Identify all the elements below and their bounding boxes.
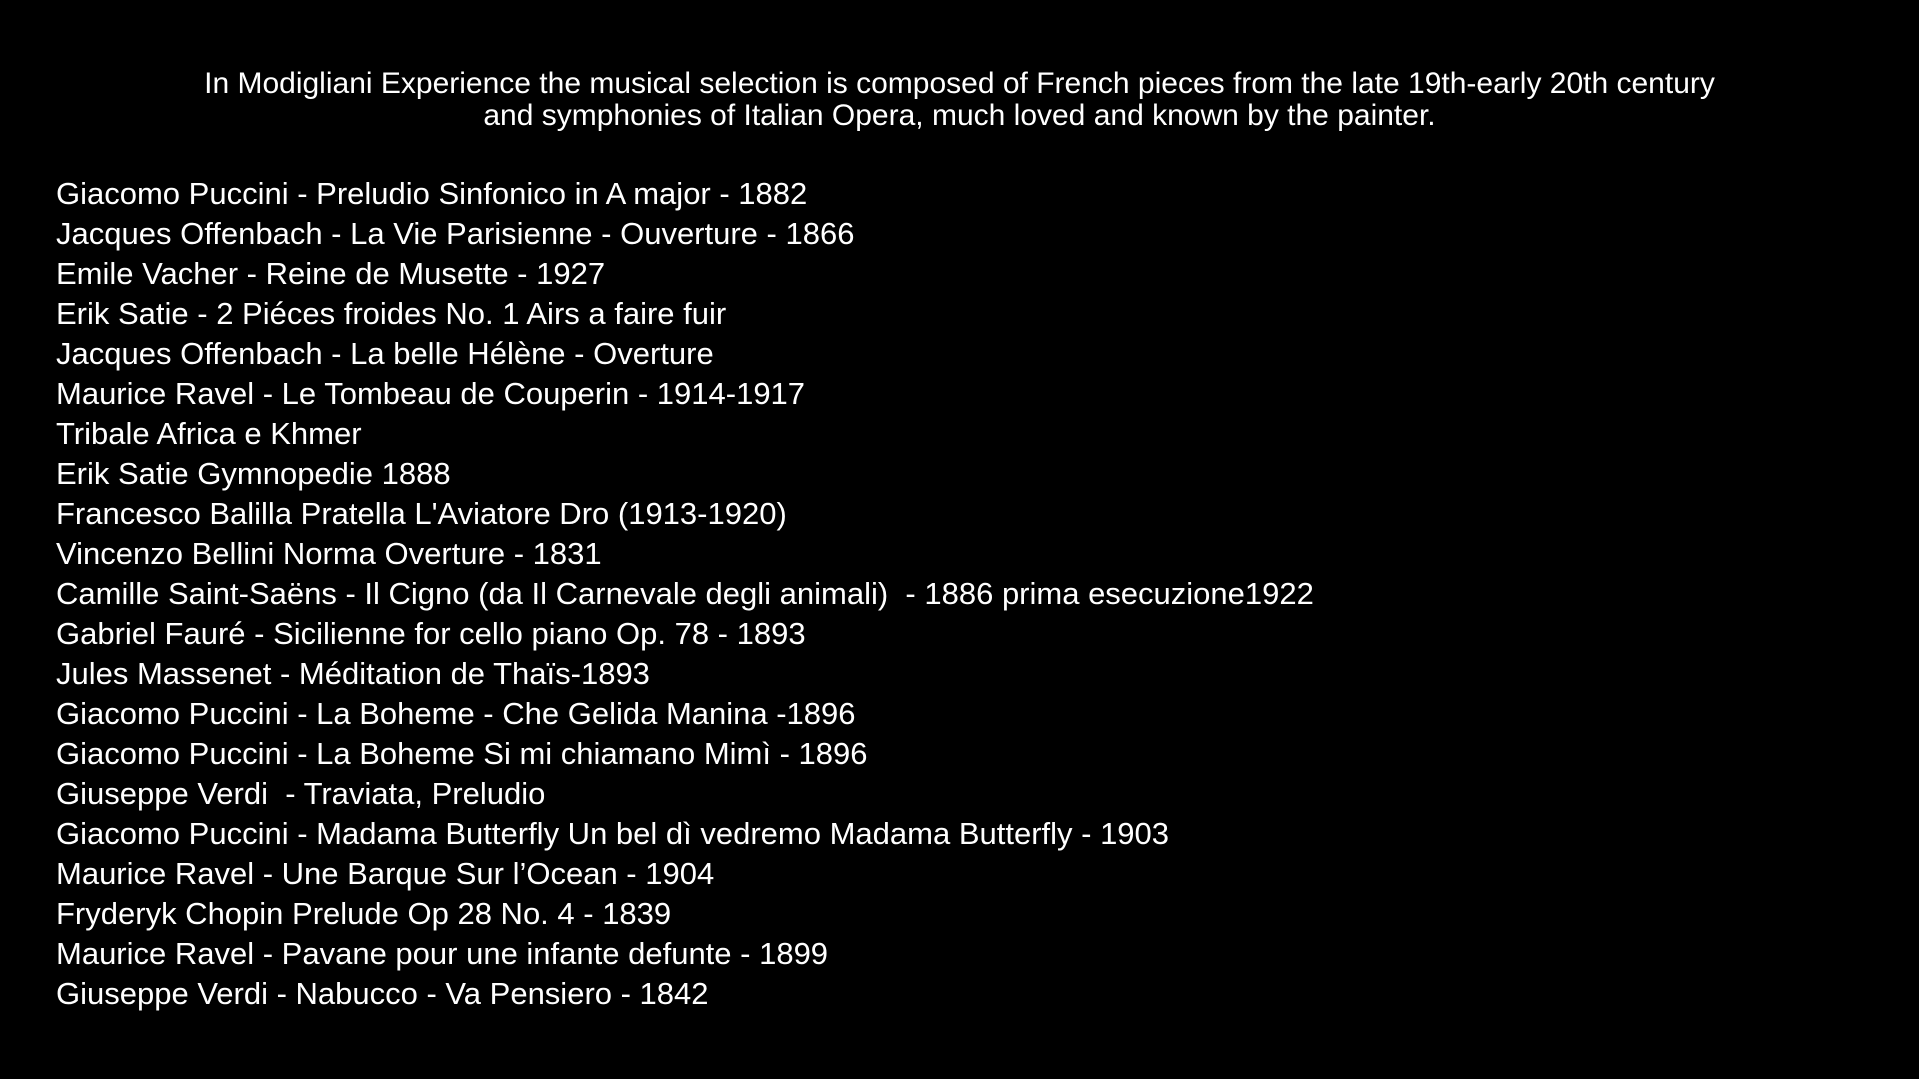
track-item: Giacomo Puccini - Preludio Sinfonico in A major - 1882 xyxy=(56,176,808,211)
track-item: Jacques Offenbach - La belle Hélène - Overture xyxy=(56,336,714,371)
track-item: Francesco Balilla Pratella L'Aviatore Dro (1913-1920) xyxy=(56,496,787,531)
track-item: Giacomo Puccini - La Boheme - Che Gelida Manina -1896 xyxy=(56,696,856,731)
track-item: Camille Saint-Saëns - Il Cigno (da Il Carnevale degli animali) - 1886 prima esecuzione1922 xyxy=(56,576,1314,611)
track-item: Jules Massenet - Méditation de Thaïs-1893 xyxy=(56,656,650,691)
track-item: Erik Satie Gymnopedie 1888 xyxy=(56,456,451,491)
track-item: Vincenzo Bellini Norma Overture - 1831 xyxy=(56,536,602,571)
intro-line-2: and symphonies of Italian Opera, much loved and known by the painter. xyxy=(483,99,1436,132)
track-item: Fryderyk Chopin Prelude Op 28 No. 4 - 1839 xyxy=(56,896,672,931)
intro-line-1: In Modigliani Experience the musical selection is composed of French pieces from the late 19th-early 20th century xyxy=(204,67,1715,100)
track-list xyxy=(56,174,1314,1014)
track-item: Giacomo Puccini - La Boheme Si mi chiamano Mimì - 1896 xyxy=(56,736,868,771)
track-item: Jacques Offenbach - La Vie Parisienne - Ouverture - 1866 xyxy=(56,216,855,251)
track-item: Maurice Ravel - Le Tombeau de Couperin - 1914-1917 xyxy=(56,376,806,411)
track-item: Maurice Ravel - Une Barque Sur l’Ocean - 1904 xyxy=(56,856,715,891)
track-item: Maurice Ravel - Pavane pour une infante defunte - 1899 xyxy=(56,936,829,971)
track-item: Emile Vacher - Reine de Musette - 1927 xyxy=(56,256,606,291)
track-item: Erik Satie - 2 Piéces froides No. 1 Airs a faire fuir xyxy=(56,296,727,331)
track-item: Tribale Africa e Khmer xyxy=(56,416,362,451)
track-item: Gabriel Fauré - Sicilienne for cello piano Op. 78 - 1893 xyxy=(56,616,806,651)
track-item: Giacomo Puccini - Madama Butterfly Un bel dì vedremo Madama Butterfly - 1903 xyxy=(56,816,1170,851)
track-item: Giuseppe Verdi - Nabucco - Va Pensiero - 1842 xyxy=(56,976,709,1011)
track-item: Giuseppe Verdi - Traviata, Preludio xyxy=(56,776,546,811)
intro-text xyxy=(0,68,1919,132)
